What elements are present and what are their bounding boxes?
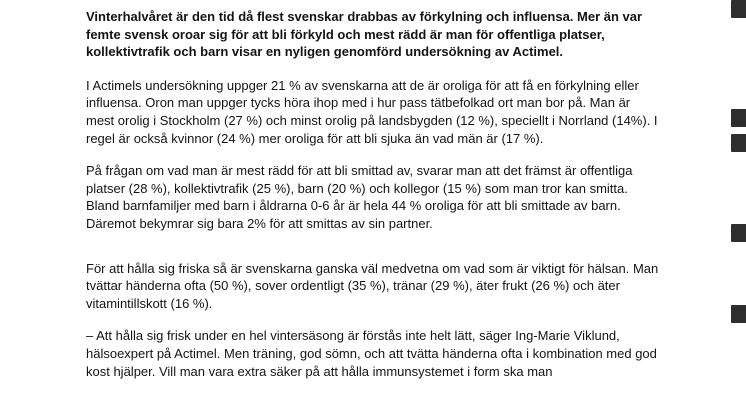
document-body: [86, 8, 660, 395]
page-edge-marker: [731, 134, 746, 152]
body-paragraph-3: För att hålla sig friska så är svenskarna ganska väl medvetna om vad som är viktigt för hälsan. Man tvättar händerna ofta (50 %), sover ordentligt (35 %), tränar (29 %), äter frukt (26 %) och äter vitamintillskott (16 %).: [86, 260, 659, 311]
body-paragraph-2: På frågan om vad man är mest rädd för att bli smittad av, svarar man att det främst är offentliga platser (28 %), kollektivtrafik (25 %), barn (20 %) och kollegor (15 %) som man tror kan smitta. Bland barnfamiljer med barn i åldrarna 0-6 år är hela 44 % oroliga för att bli smittade av barn. Däremot bekymrar sig bara 2% för att smittas av sin partner.: [86, 163, 633, 231]
page-edge-marker: [731, 224, 746, 242]
body-paragraph-4: – Att hålla sig frisk under en hel vintersäsong är förstås inte helt lätt, säger Ing-Marie Viklund, hälsoexpert på Actimel. Men träning, god sömn, och att tvätta händerna ofta i kombination med god kost hjälper. Vill man vara extra säker på att hålla immunsystemet i form ska man: [86, 328, 657, 379]
page-edge-marker: [731, 305, 746, 323]
page-edge-marker: [731, 109, 746, 127]
body-paragraph-1: I Actimels undersökning uppger 21 % av svenskarna att de är oroliga för att få en förkylning eller influensa. Oron man uppger tycks höra ihop med i hur pass tätbefolkad ort man bor på. Man är mest orolig i Stockholm (27 %) och minst orolig på landsbygden (12 %), speciellt i Norrland (14%). I regel är också kvinnor (24 %) mer oroliga för att bli sjuka än vad män är (17 %).: [86, 77, 658, 146]
page-edge-marker: [731, 0, 746, 18]
lead-paragraph: Vinterhalvåret är den tid då flest svenskar drabbas av förkylning och influensa. Mer än var femte svensk oroar sig för att bli förkyld och mest rädd är man för offentliga platser, kollektivtrafik och barn visar en nyligen genomförd undersökning av Actimel.: [86, 9, 643, 60]
